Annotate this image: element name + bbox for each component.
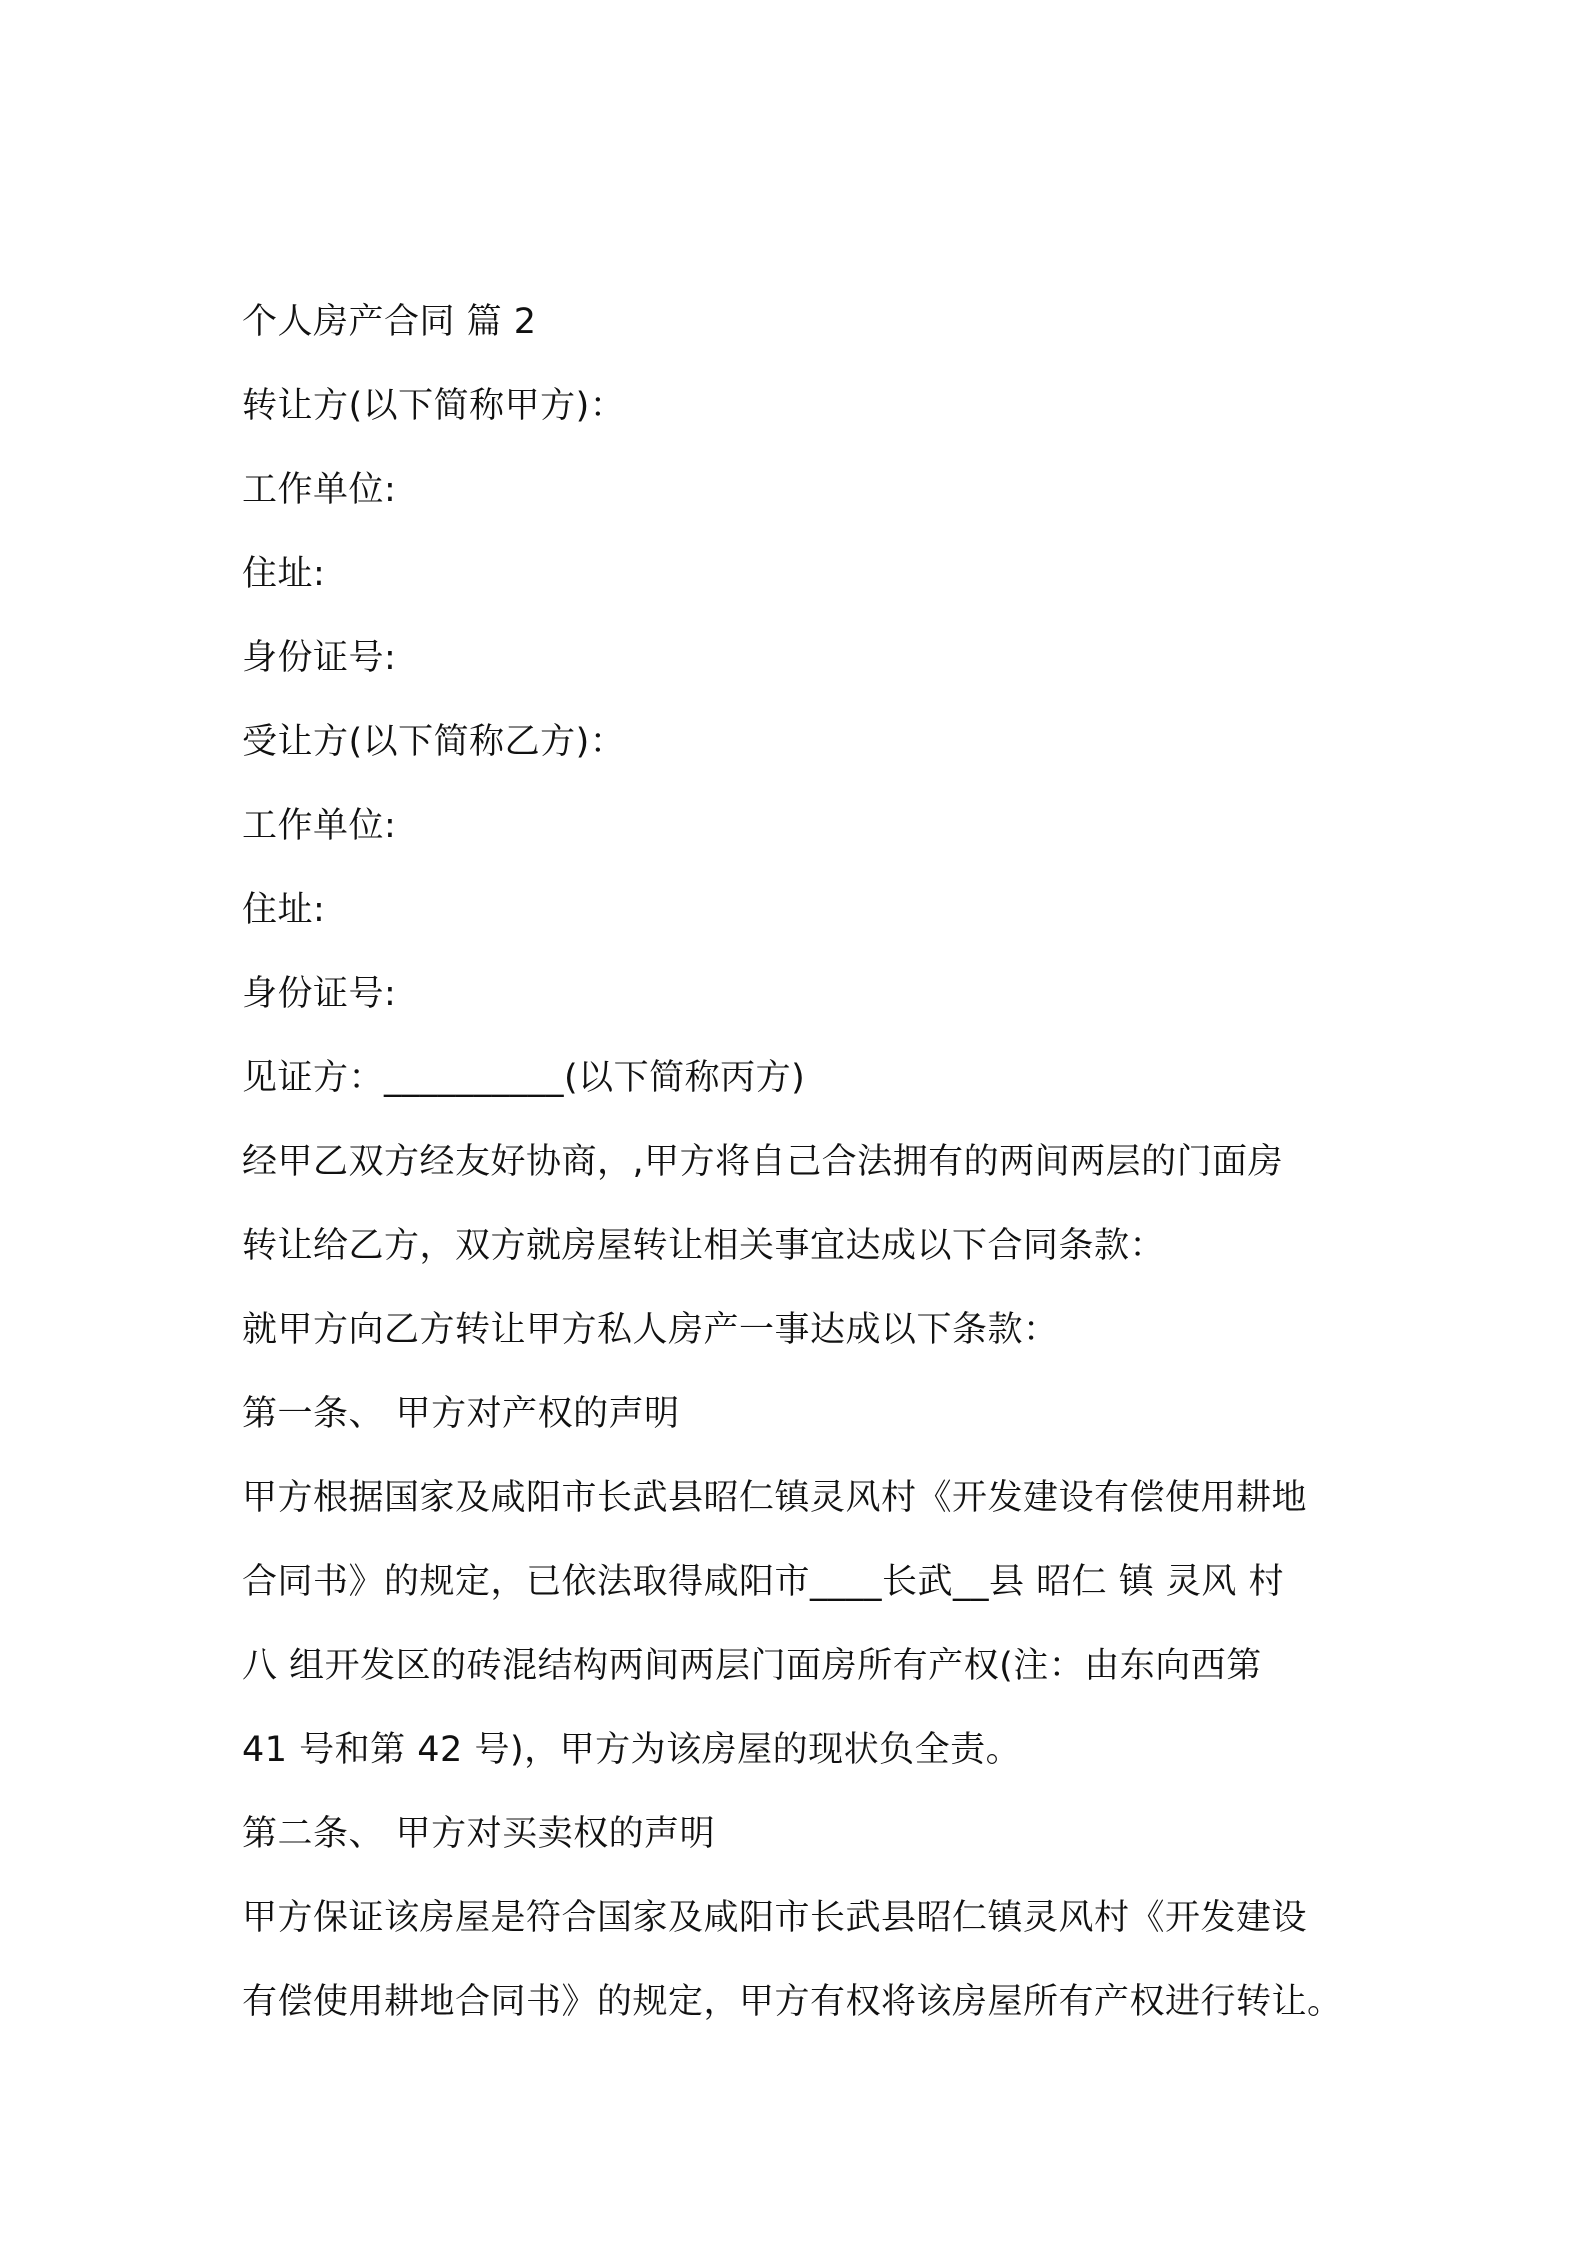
article-1-text-line-2: 合同书》的规定，已依法取得咸阳市____长武__县 昭仁 镇 灵风 村 [242, 1562, 1285, 1602]
article-1-heading: 第一条、 甲方对产权的声明 [242, 1394, 680, 1434]
article-1-text-line-4: 41 号和第 42 号)，甲方为该房屋的现状负全责。 [242, 1730, 1022, 1770]
transferor-label: 转让方(以下简称甲方)： [242, 386, 626, 426]
preamble-line-1: 经甲乙双方经友好协商，,甲方将自己合法拥有的两间两层的门面房 [242, 1142, 1284, 1182]
article-2-text-line-1: 甲方保证该房屋是符合国家及咸阳市长武县昭仁镇灵风村《开发建设 [242, 1898, 1308, 1938]
document-title: 个人房产合同 篇 2 [242, 302, 537, 342]
transferee-id-field: 身份证号: [242, 974, 397, 1014]
transferor-employer-field: 工作单位: [242, 470, 397, 510]
transferor-id-field: 身份证号: [242, 638, 397, 678]
article-2-text-line-2: 有偿使用耕地合同书》的规定，甲方有权将该房屋所有产权进行转让。 [242, 1982, 1343, 2022]
preamble-line-3: 就甲方向乙方转让甲方私人房产一事达成以下条款： [242, 1310, 1059, 1350]
witness-field: 见证方：__________(以下简称丙方) [242, 1058, 806, 1098]
article-2-heading: 第二条、 甲方对买卖权的声明 [242, 1814, 716, 1854]
preamble-line-2: 转让给乙方，双方就房屋转让相关事宜达成以下合同条款： [242, 1226, 1166, 1266]
transferor-address-field: 住址: [242, 554, 326, 594]
transferee-label: 受让方(以下简称乙方)： [242, 722, 626, 762]
transferee-address-field: 住址: [242, 890, 326, 930]
article-1-text-line-1: 甲方根据国家及咸阳市长武县昭仁镇灵风村《开发建设有偿使用耕地 [242, 1478, 1308, 1518]
document-body [242, 280, 1362, 2044]
transferee-employer-field: 工作单位: [242, 806, 397, 846]
article-1-text-line-3: 八 组开发区的砖混结构两间两层门面房所有产权(注：由东向西第 [242, 1646, 1262, 1686]
